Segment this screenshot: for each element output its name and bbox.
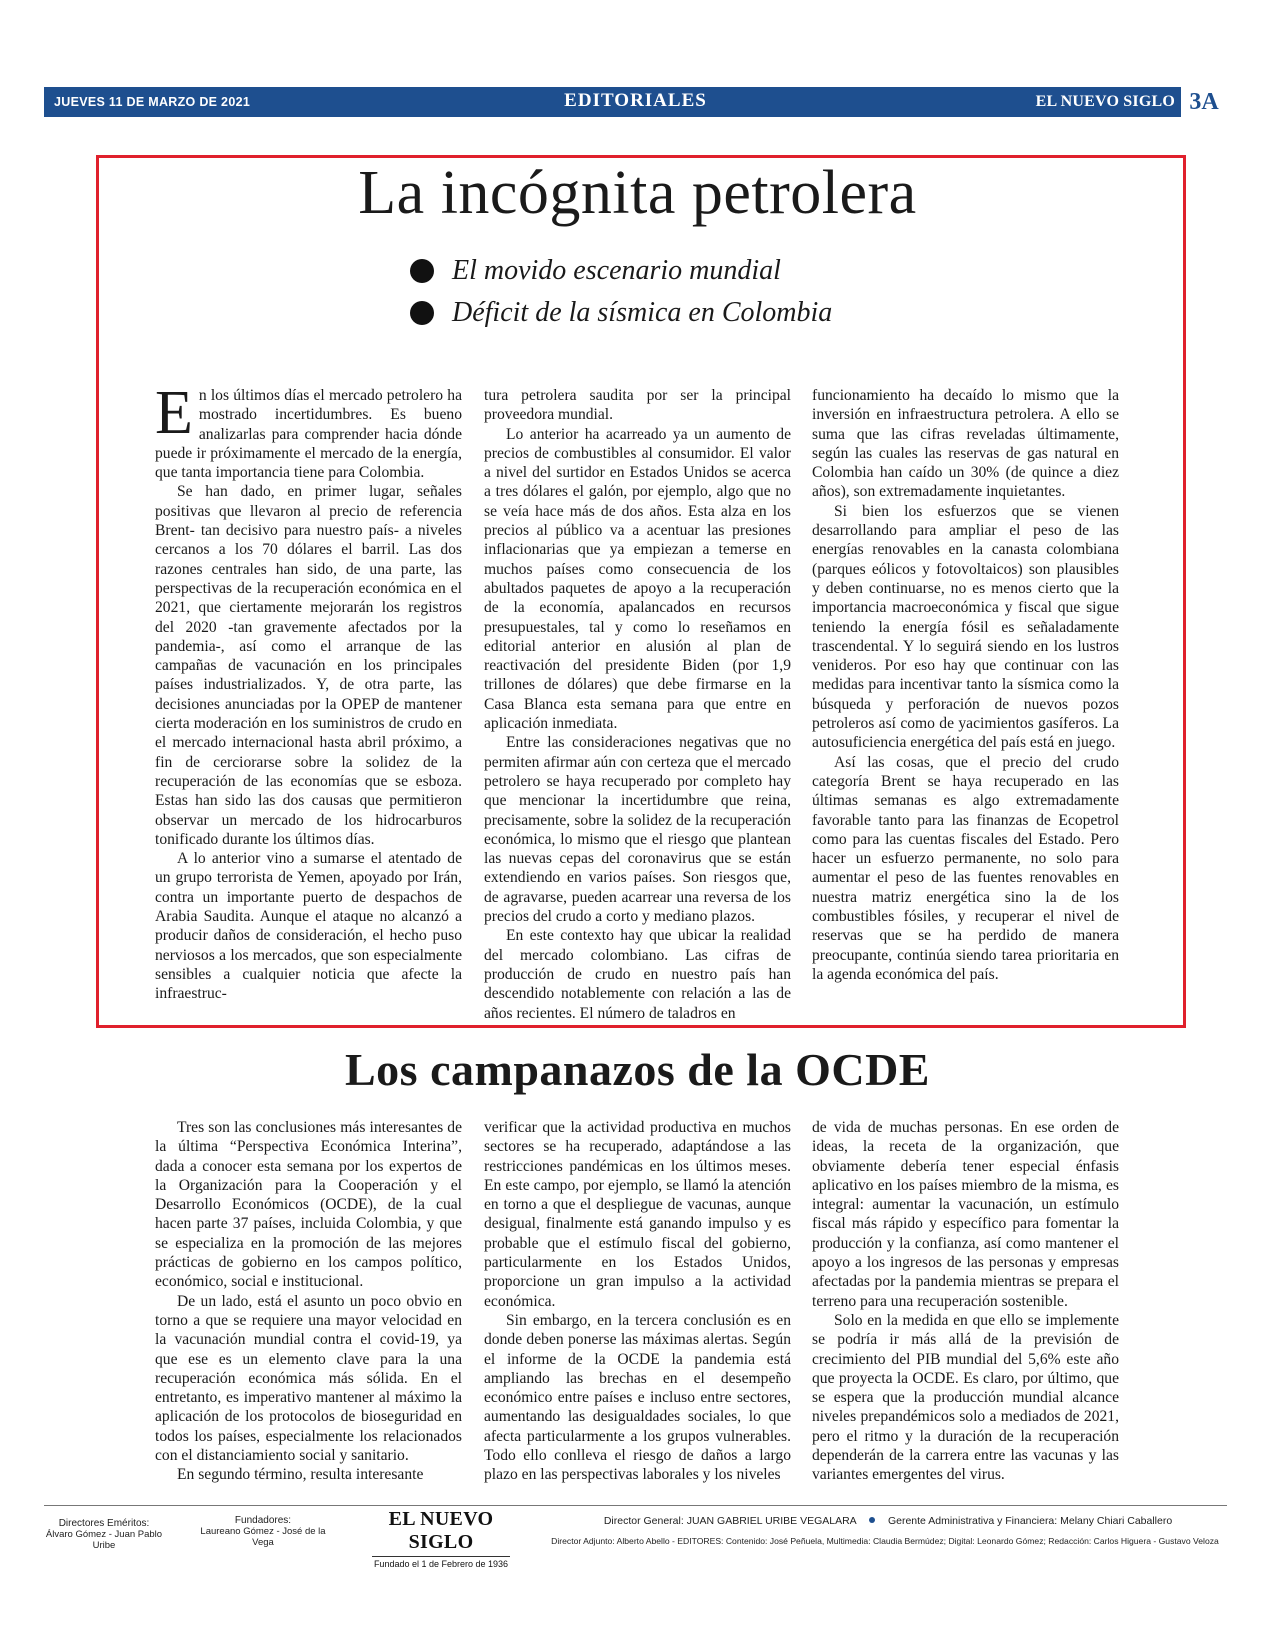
logo-rule [372, 1556, 510, 1557]
drop-cap: E [155, 379, 193, 447]
emeritos-label: Directores Eméritos: [58, 1518, 150, 1529]
paragraph: Tres son las conclusiones más interesantes de la última “Perspectiva Económica Interina”, dada a conocer esta semana por los expertos de la Organización para la Cooperación y el Desarrollo Económicos (OCDE), de la cual hacen parte 37 países, incluida Colombia, y que se especializa en la promoción de las mejores prácticas de gobierno en los campos político, económico, social e institucional. [155, 1119, 462, 1291]
separator-dot-icon [869, 1517, 875, 1523]
editorial-1-title: La incógnita petrolera [358, 159, 917, 227]
subhead-text: El movido escenario mundial [452, 255, 781, 286]
emeritos-names: Álvaro Gómez - Juan Pablo Uribe [45, 1529, 163, 1551]
paragraph: funcionamiento ha decaído lo mismo que la inversión en infraestructura petrolera. A ello se suma que las cifras reveladas últimamente, según las cuales las reservas de gas natural en Colombia han caído un 30% (de quince a diez años), son extremadamente inquietantes. [812, 387, 1119, 501]
footer-directors [548, 1515, 1228, 1527]
section-title: EDITORIALES [564, 90, 707, 111]
footer-divider [44, 1505, 1227, 1506]
director-label: Director General: [603, 1515, 684, 1527]
paragraph: de vida de muchas personas. En ese orden de ideas, la receta de la organización, que obviamente debería tener especial énfasis aplicativo en los países miembro de la misma, es integral: aumentar la vacunación, un estímulo fiscal más rápido y específico para fomentar la producción y la confianza, así como mantener el apoyo a los ingresos de las personas y empresas afectadas por la pandemia mientras se prepara el terreno para una recuperación sostenible. [812, 1119, 1119, 1310]
editorial-2-column-3 [812, 1118, 1119, 1485]
paragraph: A lo anterior vino a sumarse el atentado de un grupo terrorista de Yemen, apoyado por Irán, contra un importante puerto de despachos de Arabia Saudita. Aunque el ataque no alcanzó a producir daños de consideración, el hecho puso nerviosos a los mercados, que son especialmente sensibles a cualquier noticia que afecte la infraestruc- [155, 850, 462, 1003]
gerente-name: Melany Chiari Caballero [1060, 1515, 1173, 1527]
subhead-text: Déficit de la sísmica en Colombia [452, 297, 833, 328]
paragraph: Solo en la medida en que ello se implemente se podría ir más allá de la previsión de crecimiento del PIB mundial del 5,6% este año que proyecta la OCDE. Es claro, por último, que se espera que la producción mundial alcance niveles prepandémicos solo a mediados de 2021, pero el ritmo y la duración de la recuperación dependerán de la carrera entre las vacunas y las variantes emergentes del virus. [812, 1311, 1119, 1484]
founded-date: Fundado el 1 de Febrero de 1936 [373, 1559, 509, 1569]
paragraph: tura petrolera saudita por ser la principal proveedora mundial. [484, 387, 791, 424]
editorial-2-column-1 [155, 1118, 462, 1485]
paragraph: Así las cosas, que el precio del crudo categoría Brent se haya recuperado en las últimas semanas es algo extremadamente favorable tanto para las finanzas de Ecopetrol como para las cuentas fiscales del Estado. Pero hacer un esfuerzo permanente, no solo para aumentar el peso de las fuentes renovables en nuestra matriz energética sino la de los combustibles fósiles, y recuperar el nivel de reservas que se ha perdido de manera preocupante, continúa siendo tarea prioritaria en la agenda económica del país. [812, 753, 1119, 983]
editorial-1-column-3 [812, 386, 1119, 984]
editorial-1-column-2 [484, 386, 791, 1023]
subhead-item [410, 250, 832, 292]
paragraph [155, 379, 462, 482]
editorial-2-column-2 [484, 1118, 791, 1485]
footer-emeritos [44, 1518, 164, 1551]
editorial-1-subheads [410, 250, 832, 334]
paragraph-text: n los últimos días el mercado petrolero ha mostrado incertidumbres. Es bueno analizarlas para comprender hacia dónde puede ir próximamente el mercado de la energía, que tanta importancia tiene para Colombia. [155, 387, 462, 482]
paragraph: En segundo término, resulta interesante [177, 1466, 424, 1484]
paragraph: Lo anterior ha acarreado ya un aumento de precios de combustibles al consumidor. El valor a nivel del surtidor en Estados Unidos se acerca a tres dólares el galón, por ejemplo, algo que no se veía hace más de dos años. Esta alza en los precios al público va a acentuar las presiones inflacionarias que ya empiezan a temerse en muchos países como consecuencia de los abultados paquetes de apoyo a la recuperación de la economía, apalancados en recursos presupuestales, tal y como lo reseñamos en editorial anterior en alusión al plan de reactivación del presidente Biden (por 1,9 trillones de dólares) que debe firmarse en la Casa Blanca esta semana para que entre en aplicación inmediata. [484, 425, 791, 733]
fundadores-names: Laureano Gómez - José de la Vega [200, 1526, 326, 1548]
paragraph: verificar que la actividad productiva en muchos sectores se ha recuperado, adaptándose a las restricciones pandémicas en los últimos meses. En este campo, por ejemplo, se llamó la atención en torno a que el despliegue de vacunas, aunque desigual, finalmente está ganando impulso y es probable que el estímulo fiscal del gobierno, particularmente en los Estados Unidos, proporcione un gran impulso a la actividad económica. [484, 1119, 791, 1310]
footer-logo [372, 1508, 510, 1569]
gerente-label: Gerente Administrativa y Financiera: [887, 1515, 1058, 1527]
paragraph: Sin embargo, en la tercera conclusión es en donde deben ponerse las máximas alertas. Según el informe de la OCDE la pandemia está ampliando las brechas en el desempeño económico entre países e incluso entre sectores, aumentando las desigualdades sociales, lo que afecta particularmente a los grupos vulnerables. Todo ello conlleva el riesgo de daños a largo plazo en las perspectivas laborales y los niveles [484, 1311, 791, 1484]
page-number: 3A [1181, 87, 1227, 117]
paragraph: Se han dado, en primer lugar, señales positivas que llevaron al precio de referencia Brent- tan decisivo para nuestro país- a niveles cercanos a los 70 dólares el barril. Las dos razones centrales han sido, de una parte, las perspectivas de la recuperación económica en el 2021, que ciertamente mejorarán los registros del 2020 -tan gravemente afectados por la pandemia-, así como el arranque de las campañas de vacunación en los principales países industrializados. Y, de otra parte, las decisiones anunciadas por la OPEP de mantener cierta moderación en los suministros de crudo en el mercado internacional hasta abril próximo, a fin de cerciorarse sobre la solidez de la recuperación de las economías que se esboza. Estas han sido las dos causas que permitieron observar un mercado de los hidrocarburos tonificado durante los últimos días. [155, 483, 462, 848]
page-header-banner [44, 87, 1227, 117]
paragraph: Si bien los esfuerzos que se vienen desarrollando para ampliar el peso de las energías renovables en la canasta colombiana (parques eólicos y fotovoltaicos) son plausibles y deben continuarse, no es menos cierto que la importancia macroeconómica y fiscal que sigue teniendo la energía fósil es señaladamente trascendental. Y lo seguirá siendo en los lustros venideros. Por eso hay que continuar con las medidas para incentivar tanto la sísmica como la búsqueda y perforación de nuevos pozos petroleros así como de yacimientos gasíferos. La autosuficiencia energética del país está en juego. [812, 502, 1119, 752]
bullet-dot-icon [410, 301, 434, 325]
newspaper-brand: EL NUEVO SIGLO [1035, 93, 1175, 110]
paragraph: De un lado, está el asunto un poco obvio en torno a que se requiere una mayor velocidad en la vacunación mundial contra el covid-19, ya que ese es un elemento clave para la una recuperación económica más sólida. En el entretanto, es imperativo mantener al máximo la aplicación de los protocolos de bioseguridad en todos los países, especialmente los relacionados con el distanciamiento social y sanitario. [155, 1292, 462, 1465]
fundadores-label: Fundadores: [234, 1515, 292, 1526]
footer-staff-line: Director Adjunto: Alberto Abello - EDITORES: Contenido: José Peñuela, Multimedia: Claudia Bermúdez; Digital: Leonardo Gómez; Redacción: Carlos Higuera - Gustavo Veloza [551, 1536, 1219, 1546]
bullet-dot-icon [410, 259, 434, 283]
footer-fundadores [198, 1515, 328, 1548]
logo-text: EL NUEVO SIGLO [388, 1508, 494, 1553]
subhead-item [410, 292, 832, 334]
paragraph: En este contexto hay que ubicar la realidad del mercado colombiano. Las cifras de producción de crudo en nuestro país han descendido notablemente con relación a las de años recientes. El número de taladros en [484, 927, 791, 1022]
issue-date: JUEVES 11 DE MARZO DE 2021 [54, 95, 251, 109]
editorial-1-column-1 [155, 379, 462, 1004]
paragraph: Entre las consideraciones negativas que no permiten afirmar aún con certeza que el mercado petrolero se haya recuperado por completo hay que mencionar la incertidumbre que reina, precisamente, sobre la solidez de la recuperación económica, lo mismo que el riesgo que plantean las nuevas cepas del coronavirus que se están extendiendo en varios países. Son riesgos que, de agravarse, pueden acarrear una reversa de los precios del crudo a corto y mediano plazos. [484, 734, 791, 926]
director-name: JUAN GABRIEL URIBE VEGALARA [686, 1515, 857, 1527]
editorial-2-title: Los campanazos de la OCDE [345, 1044, 930, 1095]
